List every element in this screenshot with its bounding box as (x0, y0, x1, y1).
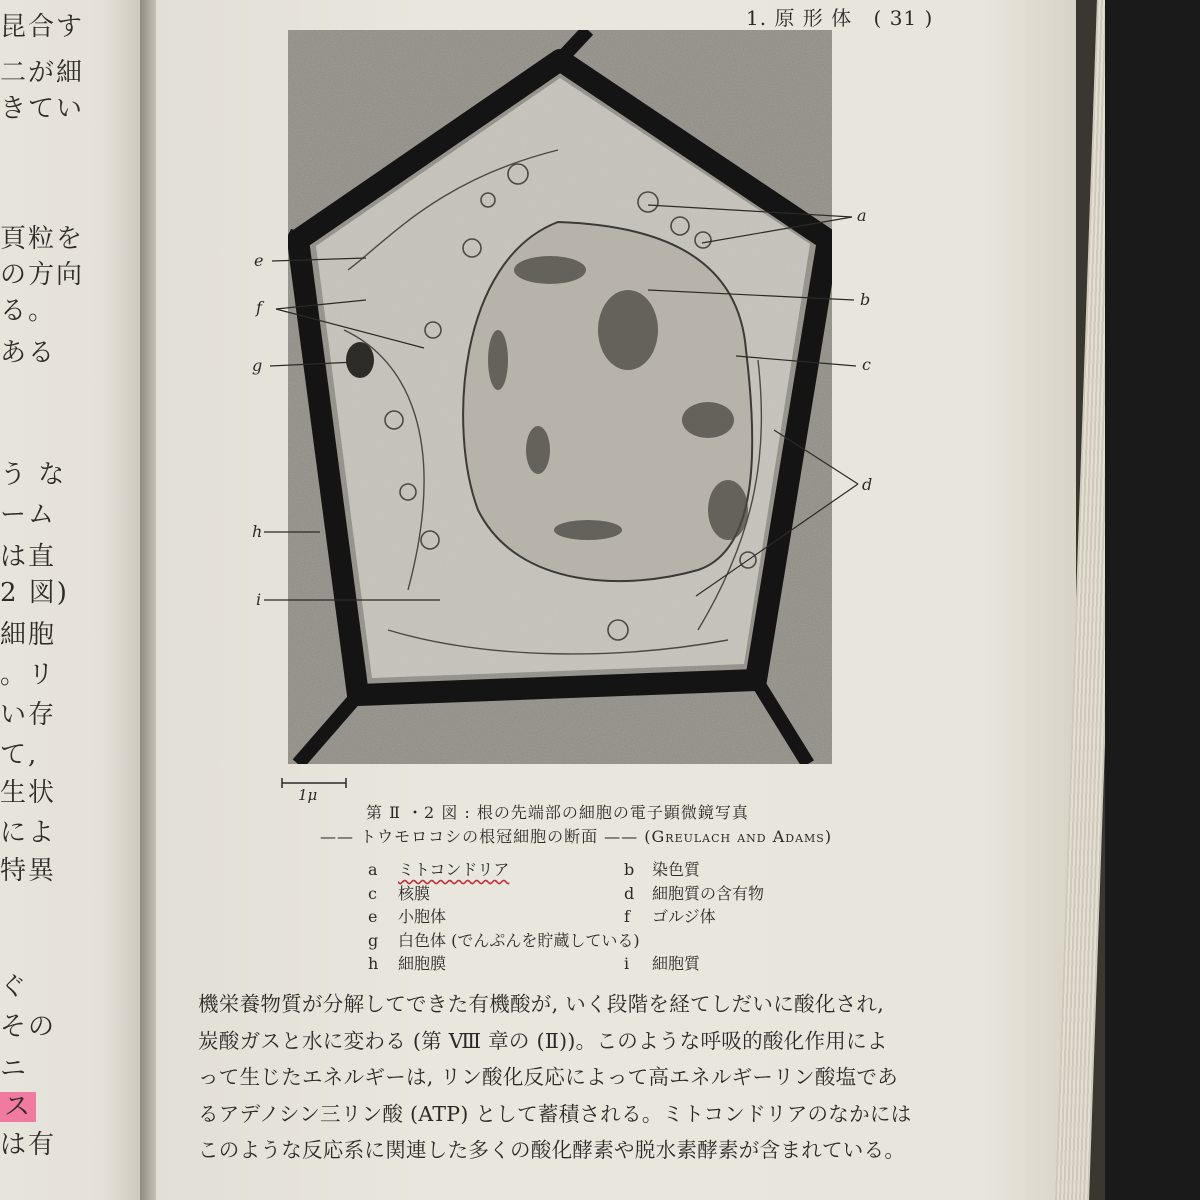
fragment-text: ーム (0, 500, 57, 530)
label-a: a (857, 206, 867, 225)
fragment-text: 昆合す (0, 12, 85, 42)
fragment-text: によ (0, 818, 57, 848)
legend-value: 白色体 (でんぷんを貯蔵している) (398, 930, 640, 950)
fragment-text: その (0, 1012, 57, 1042)
left-page-text-fragment (0, 494, 56, 531)
legend-row (368, 905, 808, 929)
left-page-text-fragment (0, 734, 38, 771)
fragment-text: きてい (0, 94, 85, 124)
caption-close-paren: ) (824, 827, 833, 846)
left-page-text-fragment (0, 52, 84, 89)
body-line: って生じたエネルギーは, リン酸化反応によって高エネルギーリン酸塩であ (198, 1065, 899, 1089)
fragment-text: の方向 (0, 260, 85, 290)
figure-caption-subtitle (320, 824, 832, 847)
running-header (746, 2, 933, 31)
figure-legend (368, 858, 808, 976)
legend-key: i (624, 954, 630, 973)
legend-value: 染色質 (652, 860, 701, 879)
fragment-text: ぐ (0, 972, 29, 1002)
caption-subtitle-text: —— トウモロコシの根冠細胞の断面 —— ( (320, 827, 652, 846)
legend-key: c (368, 883, 377, 903)
legend-value: ゴルジ体 (652, 907, 716, 926)
legend-key: a (368, 860, 378, 879)
label-g: g (252, 356, 263, 375)
label-i: i (256, 590, 262, 609)
fragment-text: 頁粒を (0, 224, 85, 254)
fragment-text: は有 (0, 1130, 57, 1160)
body-line: このような反応系に関連した多くの酸化酵素や脱水素酵素が含まれている。 (198, 1138, 906, 1162)
label-b: b (860, 290, 871, 309)
left-page-text-fragment (0, 772, 56, 809)
label-d: d (862, 475, 873, 494)
body-line: るアデノシン三リン酸 (ATP) として蓄積される。ミトコンドリアのなかには (198, 1101, 912, 1126)
page-number-open: ( (873, 6, 883, 30)
fragment-text: 細胞 (0, 620, 57, 650)
legend-row (368, 929, 808, 953)
fragment-text: ニ (0, 1054, 29, 1084)
legend-key: f (624, 907, 630, 926)
page-number-close: ) (924, 6, 934, 30)
left-page-text-fragment (0, 1086, 36, 1123)
left-page-text-fragment (0, 812, 56, 849)
caption-authors: Greulach and Adams (651, 827, 825, 846)
left-page-text-fragment (0, 290, 56, 327)
label-h: h (252, 522, 263, 541)
fragment-text: ス (0, 1092, 36, 1122)
fragment-text: 特異 (0, 856, 57, 886)
legend-value: ミトコンドリア (398, 860, 510, 879)
figure-caption-title: 第 Ⅱ ・2 図 : 根の先端部の細胞の電子顕微鏡写真 (366, 803, 749, 822)
left-page-text-fragment (0, 614, 56, 651)
left-page-text-fragment (0, 332, 56, 369)
left-page-text-fragment (0, 654, 56, 691)
legend-row (368, 952, 808, 976)
legend-key: g (368, 930, 379, 950)
fragment-text: い存 (0, 700, 57, 730)
legend-value: 細胞質 (652, 954, 701, 973)
background-edge (1105, 0, 1200, 1200)
left-page (0, 0, 148, 1200)
body-line: 炭酸ガスと水に変わる (第 Ⅷ 章の (Ⅱ))。このような呼吸的酸化作用によ (198, 1028, 888, 1053)
left-page-text-fragment (0, 1048, 28, 1085)
body-paragraph (198, 986, 918, 1169)
legend-value: 細胞質の含有物 (652, 883, 765, 903)
legend-row (368, 882, 808, 906)
fragment-text: 生状 (0, 778, 57, 808)
legend-value: 小胞体 (398, 907, 447, 926)
fragment-text: ある (0, 338, 57, 368)
electron-micrograph (288, 30, 832, 764)
left-page-text-fragment (0, 572, 69, 609)
left-page-text-fragment (0, 454, 66, 491)
legend-value: 核膜 (398, 883, 431, 903)
left-page-text-fragment (0, 1124, 56, 1161)
legend-key: e (368, 907, 378, 926)
left-page-text-fragment (0, 6, 84, 43)
legend-row (368, 858, 808, 882)
fragment-text: う な (0, 460, 67, 490)
label-e: e (254, 251, 264, 270)
label-f: f (256, 298, 262, 317)
page-number: 31 (889, 6, 918, 30)
body-line: 機栄養物質が分解してできた有機酸が, いく段階を経てしだいに酸化され, (198, 992, 885, 1016)
left-page-text-fragment (0, 254, 84, 291)
left-page-text-fragment (0, 694, 56, 731)
legend-key: b (624, 860, 635, 879)
fragment-text: は直 (0, 542, 57, 572)
fragment-text: て, (0, 740, 39, 770)
legend-key: d (624, 883, 635, 903)
legend-key: h (368, 954, 379, 973)
section-title: 1. 原 形 体 (746, 6, 853, 30)
left-page-text-fragment (0, 966, 28, 1003)
scale-bar-label: 1μ (298, 786, 318, 804)
fragment-text: 2 図) (0, 578, 69, 608)
left-page-text-fragment (0, 218, 84, 255)
left-page-text-fragment (0, 1006, 56, 1043)
fragment-text: 。リ (0, 660, 57, 690)
left-page-text-fragment (0, 88, 84, 125)
fragment-text: る。 (0, 296, 57, 326)
legend-value: 細胞膜 (398, 954, 447, 973)
fragment-text: 二が細 (0, 58, 85, 88)
left-page-text-fragment (0, 536, 56, 573)
label-c: c (862, 355, 871, 374)
left-page-text-fragment (0, 850, 56, 887)
